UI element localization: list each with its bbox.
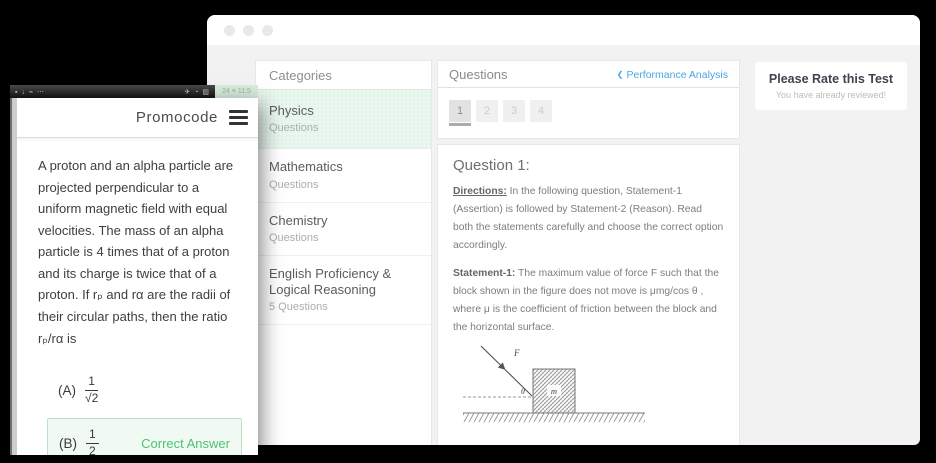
status-right-icons: ✈ ◔ ▨ bbox=[184, 88, 210, 96]
page-button-1[interactable]: 1 bbox=[449, 100, 471, 122]
fraction: $\frac{1}{√2}$ bbox=[85, 374, 99, 405]
category-count: 5 Questions bbox=[269, 301, 328, 314]
option-key: (A) bbox=[58, 383, 76, 398]
question-heading: Question 1: bbox=[453, 157, 530, 174]
sidebar-item-english-logical[interactable] bbox=[256, 256, 431, 326]
block-friction-figure bbox=[459, 341, 659, 431]
phone-option-b[interactable] bbox=[47, 418, 242, 455]
categories-title: Categories bbox=[256, 61, 431, 90]
phone-app-header bbox=[10, 98, 258, 138]
mobile-overlay bbox=[10, 85, 258, 455]
phone-question-text: A proton and an alpha particle are projected perpendicular to a uniform magnetic field with equal velocities. The mass of an alpha particle is 4 times that of a proton and its charge is twice that of a proton. If rₚ and rα are the radii of their circular paths, then the ratio rₚ/rα is bbox=[38, 158, 234, 346]
fraction: $\frac{1}{2}$ bbox=[86, 428, 99, 455]
performance-analysis-link[interactable] bbox=[617, 69, 728, 81]
correct-answer-badge: Correct Answer bbox=[141, 435, 230, 451]
force-label: F bbox=[514, 348, 520, 359]
page-button-3[interactable]: 3 bbox=[503, 100, 525, 122]
category-count: Questions bbox=[269, 178, 319, 191]
status-left-icons: ▪ ↓ ⌁ ⋯ bbox=[15, 88, 46, 96]
window-control-dot[interactable] bbox=[224, 25, 235, 36]
category-label: English Proficiency & Logical Reasoning bbox=[269, 265, 392, 297]
rate-test-subtitle: You have already reviewed! bbox=[775, 90, 887, 100]
directions-label: Directions: bbox=[453, 186, 507, 197]
phone-screen bbox=[10, 98, 258, 455]
window-titlebar bbox=[207, 15, 920, 45]
force-arrow bbox=[481, 346, 505, 370]
directions-paragraph: Directions: In the following question, Statement-1 (Assertion) is followed by Statement-2 (Reason). Read both the statements carefully and choose the correct option accordingly. bbox=[453, 186, 724, 252]
angle-label: θ bbox=[521, 387, 525, 397]
hamburger-menu-icon[interactable] bbox=[229, 110, 248, 125]
ground-hatch bbox=[463, 414, 645, 423]
browser-window bbox=[207, 15, 920, 445]
statement1-paragraph: Statement-1: The maximum value of force F such that the block shown in the figure does not move is μmg/cos θ , where μ is the coefficient of friction between the block and the horizontal surface. bbox=[453, 268, 719, 334]
force-line bbox=[505, 370, 532, 397]
phone-answer-options bbox=[38, 375, 246, 455]
mass-label: m bbox=[550, 386, 558, 397]
categories-panel bbox=[255, 60, 432, 445]
phone-option-a[interactable] bbox=[58, 375, 242, 406]
option-key: (B) bbox=[59, 435, 77, 451]
page-button-4[interactable]: 4 bbox=[530, 100, 552, 122]
sidebar-item-chemistry[interactable] bbox=[256, 203, 431, 256]
chevron-left-icon: ❮ bbox=[616, 70, 624, 79]
status-time-faint: 24 ≡ 11:5 bbox=[215, 85, 258, 98]
questions-panel bbox=[437, 60, 740, 445]
rate-test-panel bbox=[755, 62, 907, 110]
sidebar-item-mathematics[interactable] bbox=[256, 149, 431, 202]
category-count: Questions bbox=[269, 231, 319, 244]
statement1-label: Statement-1: bbox=[453, 268, 516, 280]
phone-status-bar bbox=[10, 85, 258, 98]
window-control-dot[interactable] bbox=[243, 25, 254, 36]
rate-test-title: Please Rate this Test bbox=[768, 72, 894, 86]
category-count: Questions bbox=[269, 122, 319, 135]
questions-header-block bbox=[437, 60, 740, 139]
category-label: Physics bbox=[269, 103, 314, 118]
phone-left-edge bbox=[10, 98, 17, 455]
question-pagination bbox=[438, 88, 739, 138]
question-content bbox=[437, 144, 740, 445]
performance-analysis-label: Performance Analysis bbox=[626, 68, 728, 81]
page-button-2[interactable]: 2 bbox=[476, 100, 498, 122]
questions-title: Questions bbox=[449, 67, 508, 82]
window-control-dot[interactable] bbox=[262, 25, 273, 36]
promocode-title: Promocode bbox=[135, 109, 218, 126]
category-label: Mathematics bbox=[269, 159, 343, 175]
category-label: Chemistry bbox=[269, 212, 328, 228]
sidebar-item-physics[interactable] bbox=[256, 90, 431, 149]
